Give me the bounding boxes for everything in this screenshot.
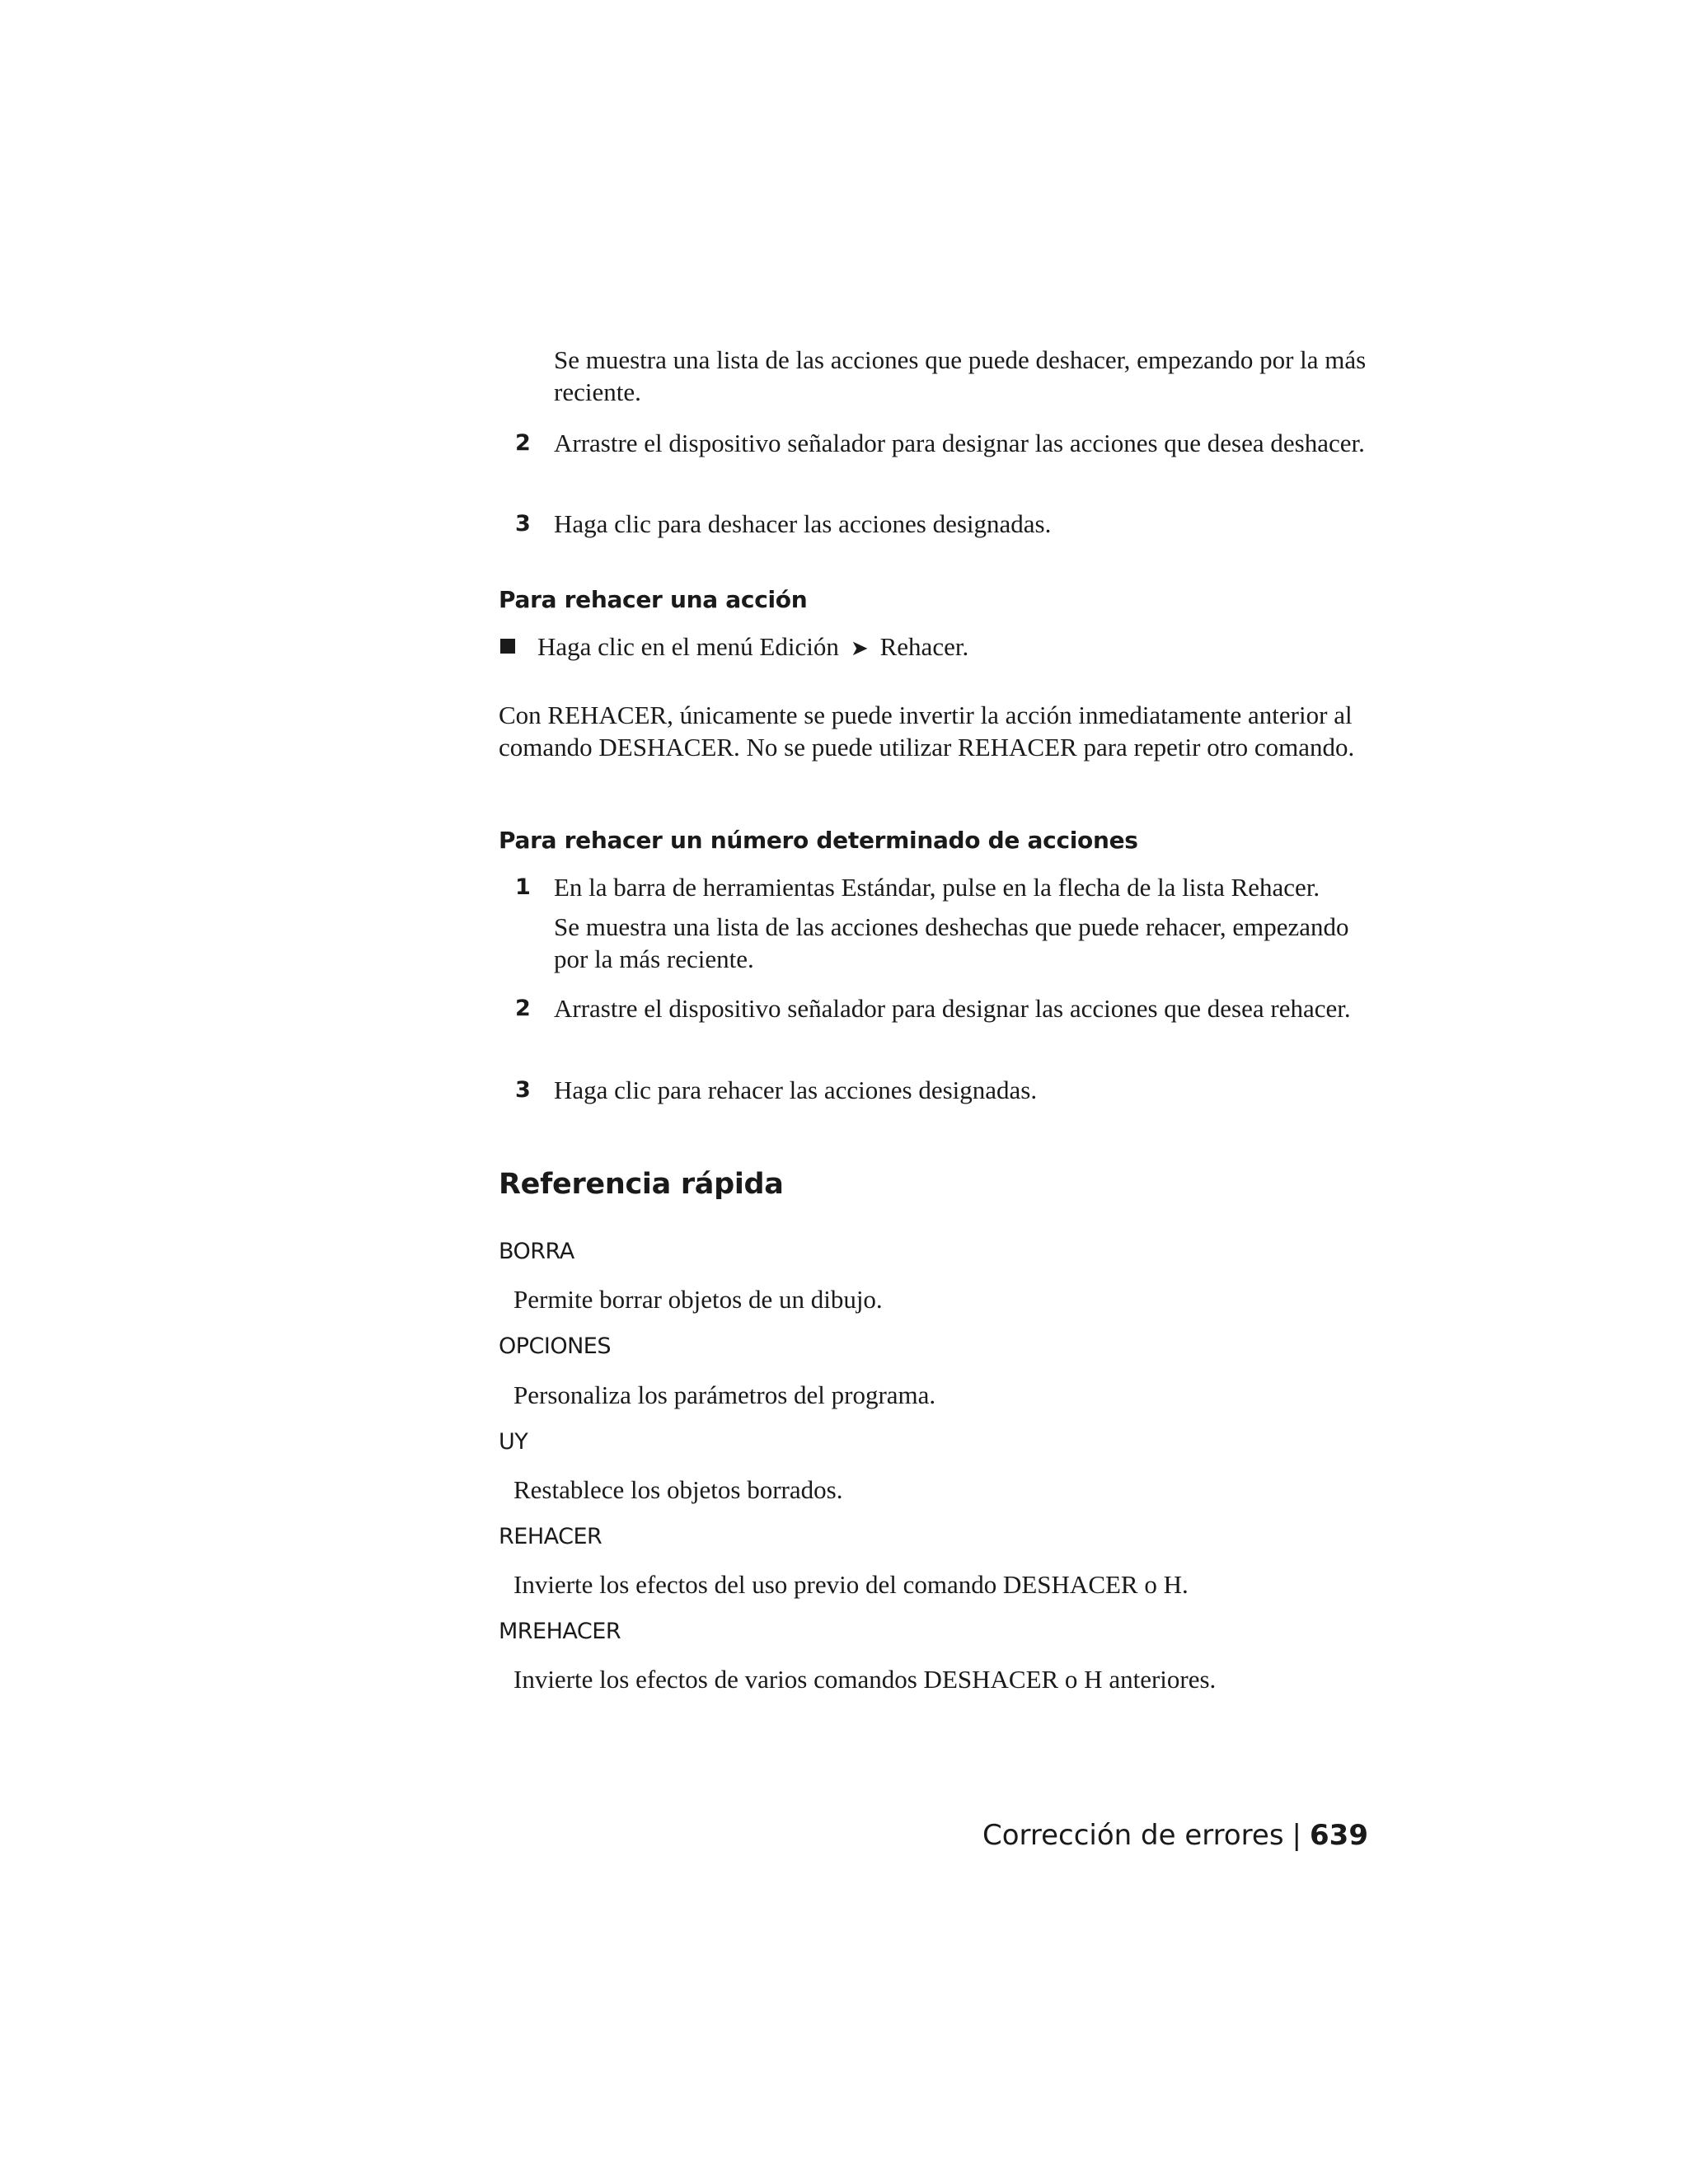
command-term: BORRA	[499, 1239, 574, 1264]
step-text: En la barra de herramientas Estándar, pulse en la flecha de la lista Rehacer.	[554, 873, 1320, 902]
menu-path-text: Haga clic en el menú Edición	[537, 632, 839, 661]
redo-paragraph: Con REHACER, únicamente se puede invertir la acción inmediatamente anterior al comando DESHACER. No se puede utilizar REHACER para repetir otro comando.	[499, 701, 1355, 762]
step-text: Haga clic para rehacer las acciones designadas.	[554, 1076, 1038, 1104]
arrow-right-icon: ➤	[850, 636, 869, 661]
command-term: MREHACER	[499, 1619, 621, 1644]
step-number: 3	[515, 511, 531, 537]
bullet-line	[537, 630, 1370, 665]
step-subtext: Se muestra una lista de las acciones deshechas que puede rehacer, empezando por la más reciente.	[554, 912, 1349, 973]
footer-separator: |	[1292, 1819, 1302, 1852]
step-text: Arrastre el dispositivo señalador para designar las acciones que desea deshacer.	[554, 429, 1365, 457]
step-number: 2	[515, 430, 531, 456]
command-description: Invierte los efectos de varios comandos DESHACER o H anteriores.	[513, 1665, 1217, 1694]
square-bullet-icon	[500, 639, 515, 654]
command-term: UY	[499, 1429, 528, 1455]
command-description: Personaliza los parámetros del programa.	[513, 1380, 936, 1409]
step-text: Haga clic para deshacer las acciones designadas.	[554, 509, 1052, 538]
page-footer	[982, 1817, 1368, 1854]
chapter-title: Corrección de errores	[982, 1819, 1284, 1852]
command-description: Invierte los efectos del uso previo del comando DESHACER o H.	[513, 1570, 1189, 1599]
step-number: 1	[515, 874, 531, 900]
step-text: Arrastre el dispositivo señalador para designar las acciones que desea rehacer.	[554, 994, 1351, 1023]
main-column	[499, 0, 1389, 2184]
section-heading-redo-many: Para rehacer un número determinado de acciones	[499, 827, 1138, 854]
step-number: 3	[515, 1077, 531, 1103]
command-term: REHACER	[499, 1524, 603, 1549]
section-heading-redo-one: Para rehacer una acción	[499, 586, 808, 613]
command-description: Permite borrar objetos de un dibujo.	[513, 1285, 883, 1314]
command-term: OPCIONES	[499, 1333, 611, 1359]
step-number: 2	[515, 996, 531, 1021]
command-description: Restablece los objetos borrados.	[513, 1475, 843, 1504]
undo-intro-text: Se muestra una lista de las acciones que puede deshacer, empezando por la más reciente.	[554, 345, 1367, 406]
quick-reference-heading: Referencia rápida	[499, 1168, 784, 1201]
page-number: 639	[1310, 1819, 1368, 1852]
menu-item-text: Rehacer.	[879, 632, 969, 661]
